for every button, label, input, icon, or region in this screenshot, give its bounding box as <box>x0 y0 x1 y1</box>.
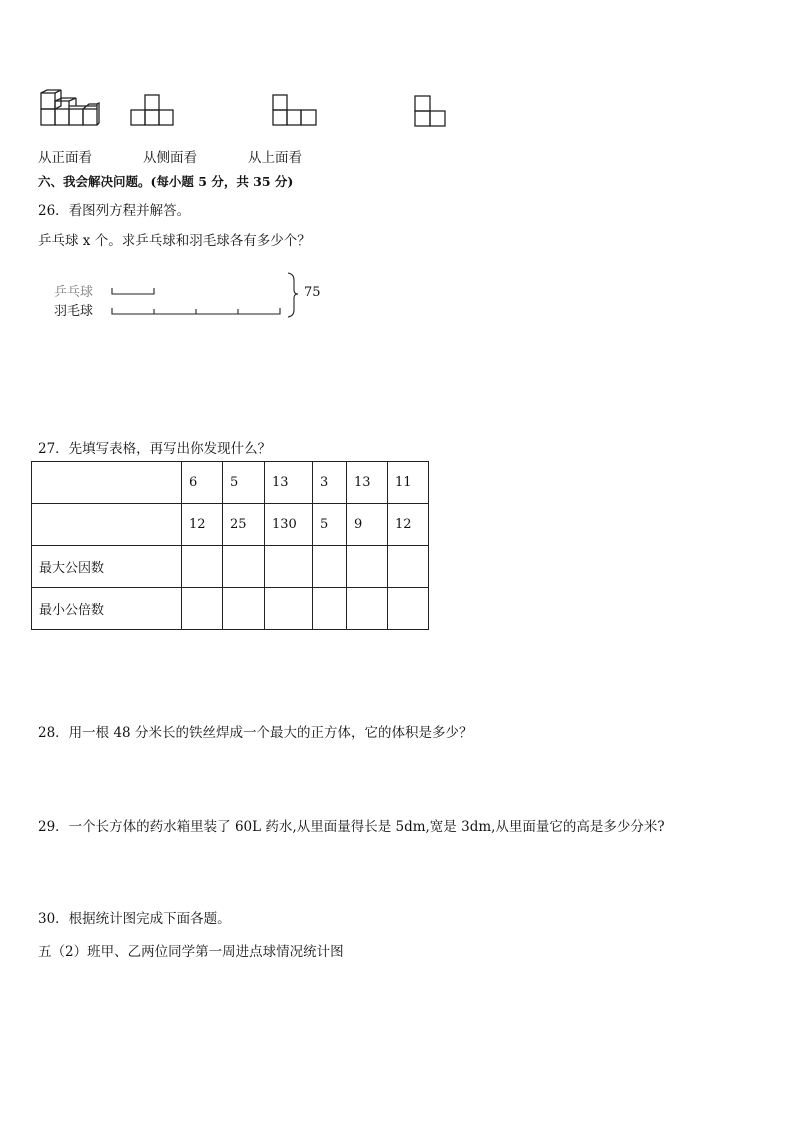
q28-text: 28．用一根 48 分米长的铁丝焊成一个最大的正方体，它的体积是多少？ <box>38 725 473 741</box>
table-cell: 3 <box>313 462 347 504</box>
table-row <box>32 546 429 588</box>
table-cell: 13 <box>265 462 313 504</box>
table-cell[interactable] <box>388 588 429 630</box>
table-row <box>32 504 429 546</box>
front-view-figure <box>130 93 176 127</box>
table-cell[interactable] <box>182 588 223 630</box>
table-cell: 25 <box>223 504 265 546</box>
label-pingpong: 乒乓球 <box>54 285 94 300</box>
table-cell: 9 <box>347 504 388 546</box>
table-cell[interactable] <box>182 546 223 588</box>
q30-title: 30．根据统计图完成下面各题。 <box>38 911 231 927</box>
pingpong-bar <box>112 288 154 294</box>
table-cell: 11 <box>388 462 429 504</box>
table-row <box>32 462 429 504</box>
table-cell: 6 <box>182 462 223 504</box>
side-view-figure <box>272 93 320 127</box>
cube-solid-figure <box>40 90 100 126</box>
table-cell[interactable] <box>313 588 347 630</box>
table-cell[interactable] <box>265 546 313 588</box>
q26-title: 26．看图列方程并解答。 <box>38 203 191 219</box>
table-cell <box>32 504 182 546</box>
table-cell: 130 <box>265 504 313 546</box>
top-view-figure <box>414 93 448 129</box>
q30-chart-title: 五（2）班甲、乙两位同学第一周进点球情况统计图 <box>38 944 344 960</box>
table-cell: 5 <box>223 462 265 504</box>
view-label-side: 从侧面看 <box>143 150 197 166</box>
view-label-front: 从正面看 <box>38 150 92 166</box>
q26-text: 乒乓球 x 个。求乒乓球和羽毛球各有多少个？ <box>38 233 311 249</box>
table-cell: 12 <box>388 504 429 546</box>
table-row <box>32 588 429 630</box>
table-cell[interactable] <box>347 588 388 630</box>
total-value: 75 <box>304 285 321 300</box>
table-cell-lcm-label: 最小公倍数 <box>32 588 182 630</box>
table-cell[interactable] <box>347 546 388 588</box>
label-badminton: 羽毛球 <box>54 304 94 319</box>
q27-title: 27．先填写表格，再写出你发现什么？ <box>38 441 272 457</box>
table-cell[interactable] <box>223 588 265 630</box>
table-cell: 12 <box>182 504 223 546</box>
total-brace <box>288 273 298 317</box>
table-cell <box>32 462 182 504</box>
segment-diagram <box>108 272 308 322</box>
table-cell: 5 <box>313 504 347 546</box>
view-label-top: 从上面看 <box>248 150 302 166</box>
table-cell[interactable] <box>388 546 429 588</box>
table-cell[interactable] <box>265 588 313 630</box>
q29-text: 29．一个长方体的药水箱里装了 60L 药水,从里面量得长是 5dm,宽是 3dm,从里面量它的高是多少分米? <box>38 819 665 835</box>
table-cell: 13 <box>347 462 388 504</box>
table-cell[interactable] <box>223 546 265 588</box>
gcd-lcm-table <box>31 461 429 630</box>
table-cell-gcd-label: 最大公因数 <box>32 546 182 588</box>
table-cell[interactable] <box>313 546 347 588</box>
section-six-heading: 六、我会解决问题。(每小题 5 分，共 35 分) <box>38 174 294 189</box>
